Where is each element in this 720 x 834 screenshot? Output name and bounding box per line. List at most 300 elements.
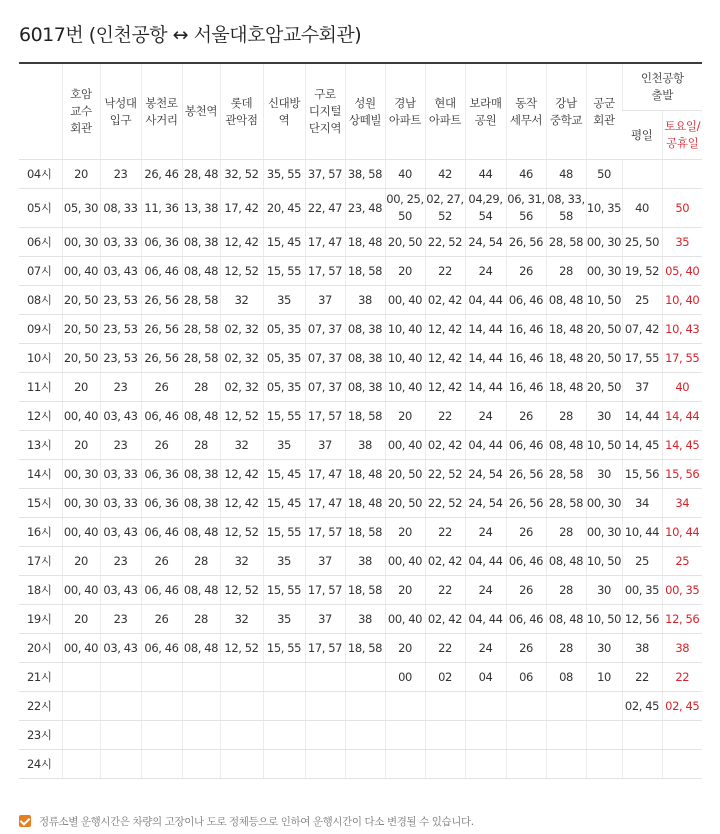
hour-cell: 06시 — [19, 228, 62, 257]
time-cell: 04, 44 — [465, 547, 506, 576]
time-cell — [586, 750, 622, 779]
time-cell — [385, 750, 425, 779]
time-cell: 15, 55 — [263, 576, 305, 605]
time-cell: 35, 55 — [263, 160, 305, 189]
table-row — [19, 634, 702, 663]
time-cell: 26 — [141, 605, 182, 634]
time-cell: 28 — [546, 518, 586, 547]
time-cell: 22, 52 — [425, 228, 465, 257]
time-cell: 03, 43 — [100, 257, 141, 286]
time-cell — [62, 721, 100, 750]
time-cell: 35 — [263, 547, 305, 576]
time-cell: 26, 56 — [506, 228, 546, 257]
stop-header — [141, 63, 182, 160]
table-row — [19, 460, 702, 489]
stop-name-part: 단지역 — [308, 121, 342, 135]
weekday-time-cell: 25 — [622, 286, 662, 315]
time-cell — [345, 750, 385, 779]
time-cell: 17, 47 — [305, 460, 345, 489]
time-cell: 12, 52 — [220, 257, 263, 286]
time-cell: 38 — [345, 547, 385, 576]
stop-name-part: 공군 — [593, 95, 615, 110]
time-cell: 00, 40 — [62, 402, 100, 431]
time-cell: 12, 42 — [425, 344, 465, 373]
stop-header — [345, 63, 385, 160]
time-cell: 17, 57 — [305, 518, 345, 547]
time-cell: 06, 46 — [506, 286, 546, 315]
time-cell — [141, 721, 182, 750]
time-cell: 17, 47 — [305, 228, 345, 257]
time-cell — [546, 692, 586, 721]
time-cell: 20 — [62, 160, 100, 189]
time-cell: 26 — [506, 576, 546, 605]
weekend-label-part: 토요일/ — [664, 119, 701, 133]
time-cell: 24 — [465, 402, 506, 431]
time-cell: 20 — [385, 257, 425, 286]
time-cell: 38 — [345, 431, 385, 460]
time-cell: 15, 55 — [263, 257, 305, 286]
table-row — [19, 576, 702, 605]
time-cell: 07, 37 — [305, 344, 345, 373]
time-cell: 28 — [546, 634, 586, 663]
time-cell: 26, 56 — [506, 489, 546, 518]
time-cell — [425, 721, 465, 750]
stop-header — [506, 63, 546, 160]
hour-cell: 19시 — [19, 605, 62, 634]
time-cell — [220, 750, 263, 779]
time-cell: 08, 33 — [100, 189, 141, 228]
time-cell: 26, 56 — [141, 286, 182, 315]
time-cell: 26 — [506, 634, 546, 663]
table-row — [19, 692, 702, 721]
time-cell: 00, 40 — [385, 605, 425, 634]
weekend-label-part: 공휴일 — [666, 136, 699, 150]
time-cell — [182, 721, 220, 750]
table-row — [19, 402, 702, 431]
time-cell: 07, 37 — [305, 373, 345, 402]
time-cell: 18, 48 — [546, 344, 586, 373]
time-cell: 20, 50 — [385, 228, 425, 257]
time-cell: 08, 48 — [182, 518, 220, 547]
weekend-time-cell: 10, 44 — [662, 518, 702, 547]
time-cell: 22 — [425, 402, 465, 431]
time-cell: 40 — [385, 160, 425, 189]
time-cell: 06, 36 — [141, 460, 182, 489]
time-cell: 03, 43 — [100, 576, 141, 605]
time-cell: 26 — [141, 373, 182, 402]
time-cell: 10, 40 — [385, 373, 425, 402]
weekend-time-cell: 02, 45 — [662, 692, 702, 721]
time-cell: 20, 50 — [62, 315, 100, 344]
time-cell: 23 — [100, 160, 141, 189]
stop-header — [586, 63, 622, 160]
hour-cell: 11시 — [19, 373, 62, 402]
time-cell: 28, 58 — [546, 228, 586, 257]
stop-name-part: 역 — [278, 112, 290, 127]
time-cell: 00, 40 — [62, 257, 100, 286]
weekend-time-cell: 17, 55 — [662, 344, 702, 373]
weekday-time-cell — [622, 160, 662, 189]
time-cell: 26 — [506, 518, 546, 547]
time-cell: 28 — [182, 373, 220, 402]
stop-name-part: 경남 — [394, 95, 416, 110]
weekend-time-cell: 35 — [662, 228, 702, 257]
time-cell: 32 — [220, 605, 263, 634]
time-cell: 00, 30 — [586, 257, 622, 286]
time-cell: 02 — [425, 663, 465, 692]
time-cell — [182, 692, 220, 721]
time-cell: 23, 53 — [100, 315, 141, 344]
time-cell: 08, 48 — [546, 547, 586, 576]
time-cell: 00, 30 — [586, 518, 622, 547]
hour-cell: 05시 — [19, 189, 62, 228]
weekend-time-cell: 25 — [662, 547, 702, 576]
table-row — [19, 228, 702, 257]
hour-cell: 09시 — [19, 315, 62, 344]
time-cell: 28 — [546, 576, 586, 605]
weekend-time-cell: 12, 56 — [662, 605, 702, 634]
stop-name-part: 사거리 — [145, 112, 178, 127]
time-cell: 30 — [586, 634, 622, 663]
hour-cell: 18시 — [19, 576, 62, 605]
time-cell: 32 — [220, 286, 263, 315]
time-cell: 17, 42 — [220, 189, 263, 228]
time-cell: 24 — [465, 634, 506, 663]
time-cell: 18, 58 — [345, 402, 385, 431]
time-cell: 17, 57 — [305, 634, 345, 663]
time-cell: 12, 52 — [220, 518, 263, 547]
weekend-time-cell: 15, 56 — [662, 460, 702, 489]
time-cell: 20, 50 — [586, 315, 622, 344]
time-cell: 08, 38 — [182, 460, 220, 489]
time-cell: 28, 58 — [546, 460, 586, 489]
time-cell: 10 — [586, 663, 622, 692]
time-cell: 04, 44 — [465, 286, 506, 315]
time-cell: 38 — [345, 286, 385, 315]
weekday-time-cell: 02, 45 — [622, 692, 662, 721]
time-cell: 17, 57 — [305, 402, 345, 431]
time-cell: 00, 30 — [62, 489, 100, 518]
timetable — [19, 62, 702, 779]
time-cell: 00, 30 — [62, 460, 100, 489]
time-cell: 00, 30 — [586, 489, 622, 518]
time-cell: 13, 38 — [182, 189, 220, 228]
weekday-time-cell: 37 — [622, 373, 662, 402]
time-cell — [506, 721, 546, 750]
table-row — [19, 257, 702, 286]
stop-name-part: 회관 — [593, 112, 615, 127]
time-cell: 15, 45 — [263, 460, 305, 489]
time-cell — [141, 750, 182, 779]
time-cell: 24 — [465, 518, 506, 547]
time-cell: 22 — [425, 257, 465, 286]
weekend-time-cell — [662, 750, 702, 779]
time-cell: 23 — [100, 547, 141, 576]
time-cell: 06, 46 — [141, 257, 182, 286]
time-cell: 08, 48 — [546, 431, 586, 460]
time-cell: 26, 46 — [141, 160, 182, 189]
time-cell: 04 — [465, 663, 506, 692]
time-cell: 20, 50 — [62, 344, 100, 373]
time-cell: 10, 40 — [385, 315, 425, 344]
weekday-time-cell: 10, 44 — [622, 518, 662, 547]
time-cell — [586, 692, 622, 721]
time-cell: 00, 30 — [586, 228, 622, 257]
time-cell: 08, 48 — [182, 576, 220, 605]
time-cell: 15, 45 — [263, 489, 305, 518]
time-cell: 18, 58 — [345, 576, 385, 605]
stop-name-part: 현대 — [434, 95, 456, 110]
time-cell: 26, 56 — [506, 460, 546, 489]
time-cell — [100, 750, 141, 779]
time-cell: 02, 42 — [425, 286, 465, 315]
time-cell: 24, 54 — [465, 489, 506, 518]
weekend-time-cell: 05, 40 — [662, 257, 702, 286]
hour-cell: 15시 — [19, 489, 62, 518]
hour-cell: 10시 — [19, 344, 62, 373]
time-cell: 18, 48 — [345, 489, 385, 518]
hour-cell: 22시 — [19, 692, 62, 721]
table-row — [19, 315, 702, 344]
time-cell: 20 — [62, 431, 100, 460]
time-cell: 17, 57 — [305, 576, 345, 605]
table-row — [19, 431, 702, 460]
time-cell: 26 — [141, 431, 182, 460]
stop-name-part: 보라매 — [469, 95, 502, 110]
time-cell: 16, 46 — [506, 315, 546, 344]
time-cell: 30 — [586, 402, 622, 431]
hour-cell: 20시 — [19, 634, 62, 663]
time-cell: 20 — [62, 605, 100, 634]
time-cell: 10, 50 — [586, 286, 622, 315]
time-cell: 26, 56 — [141, 315, 182, 344]
notice-text — [19, 814, 474, 829]
hour-cell: 23시 — [19, 721, 62, 750]
time-cell: 15, 55 — [263, 518, 305, 547]
time-cell: 35 — [263, 286, 305, 315]
weekend-header — [662, 111, 702, 160]
time-cell: 28 — [182, 431, 220, 460]
time-cell: 00 — [385, 663, 425, 692]
checkbox-icon — [19, 815, 31, 827]
time-cell: 37 — [305, 547, 345, 576]
weekend-time-cell: 50 — [662, 189, 702, 228]
time-cell: 23, 53 — [100, 344, 141, 373]
time-cell: 28 — [182, 605, 220, 634]
time-cell — [546, 721, 586, 750]
hour-cell: 04시 — [19, 160, 62, 189]
time-cell — [465, 692, 506, 721]
weekend-time-cell — [662, 160, 702, 189]
time-cell — [305, 721, 345, 750]
weekend-time-cell: 34 — [662, 489, 702, 518]
time-cell — [305, 663, 345, 692]
stop-name-part: 디지털 — [308, 104, 342, 118]
time-cell — [385, 692, 425, 721]
time-cell: 00, 40 — [385, 431, 425, 460]
time-cell: 03, 43 — [100, 518, 141, 547]
time-cell: 37 — [305, 431, 345, 460]
time-cell — [345, 692, 385, 721]
time-cell: 16, 46 — [506, 373, 546, 402]
stop-header — [465, 63, 506, 160]
stop-name-part: 관악점 — [225, 112, 258, 127]
time-cell: 06, 46 — [141, 576, 182, 605]
time-cell: 26 — [506, 257, 546, 286]
weekday-label: 평일 — [631, 127, 653, 142]
page-title: 6017번 (인천공항 ↔ 서울대호암교수회관) — [19, 24, 362, 46]
stop-name-part: 세무서 — [509, 112, 543, 127]
weekday-time-cell: 07, 42 — [622, 315, 662, 344]
time-cell: 18, 48 — [345, 460, 385, 489]
time-cell: 44 — [465, 160, 506, 189]
time-cell: 06, 31, 56 — [506, 189, 546, 228]
time-cell: 24 — [465, 576, 506, 605]
time-cell: 38, 58 — [345, 160, 385, 189]
time-cell: 14, 44 — [465, 315, 506, 344]
time-cell: 20, 45 — [263, 189, 305, 228]
time-cell: 14, 44 — [465, 373, 506, 402]
hour-cell: 14시 — [19, 460, 62, 489]
stop-header — [62, 63, 100, 160]
time-cell: 50 — [586, 160, 622, 189]
weekend-time-cell: 10, 43 — [662, 315, 702, 344]
time-cell: 10, 35 — [586, 189, 622, 228]
time-cell: 17, 57 — [305, 257, 345, 286]
time-cell: 08, 38 — [345, 344, 385, 373]
time-cell: 18, 48 — [546, 315, 586, 344]
time-cell — [465, 750, 506, 779]
time-cell: 00, 40 — [62, 576, 100, 605]
time-cell: 07, 37 — [305, 315, 345, 344]
time-cell: 10, 50 — [586, 547, 622, 576]
time-cell — [506, 692, 546, 721]
time-cell: 05, 35 — [263, 315, 305, 344]
time-cell: 02, 32 — [220, 373, 263, 402]
weekday-time-cell: 00, 35 — [622, 576, 662, 605]
time-cell: 23 — [100, 605, 141, 634]
time-cell: 02, 27, 52 — [425, 189, 465, 228]
hour-cell: 17시 — [19, 547, 62, 576]
time-cell: 06, 46 — [506, 547, 546, 576]
stop-name-part: 봉천역 — [184, 104, 218, 118]
weekday-time-cell: 40 — [622, 189, 662, 228]
stop-name-part: 봉천로 — [145, 95, 178, 110]
weekday-time-cell — [622, 721, 662, 750]
time-cell: 38 — [345, 605, 385, 634]
time-cell: 16, 46 — [506, 344, 546, 373]
time-cell: 20, 50 — [385, 489, 425, 518]
stop-name-part: 아파트 — [428, 112, 462, 127]
time-cell: 10, 50 — [586, 605, 622, 634]
time-cell: 23 — [100, 373, 141, 402]
time-cell — [425, 692, 465, 721]
stop-name-part: 호암 — [70, 87, 92, 101]
weekend-time-cell: 14, 44 — [662, 402, 702, 431]
time-cell — [141, 663, 182, 692]
time-cell: 02, 32 — [220, 344, 263, 373]
time-cell — [465, 721, 506, 750]
time-cell: 06, 46 — [141, 634, 182, 663]
stop-header — [220, 63, 263, 160]
time-cell: 00, 25, 50 — [385, 189, 425, 228]
time-cell: 15, 55 — [263, 402, 305, 431]
table-row — [19, 750, 702, 779]
time-cell: 08, 33, 58 — [546, 189, 586, 228]
time-cell: 20, 50 — [586, 344, 622, 373]
stop-header — [546, 63, 586, 160]
notice-label: 정류소별 운행시간은 차량의 고장이나 도로 정체등으로 인하여 운행시간이 다소 변경될 수 있습니다. — [39, 816, 474, 828]
weekday-time-cell: 19, 52 — [622, 257, 662, 286]
time-cell: 28, 58 — [182, 344, 220, 373]
time-cell — [62, 692, 100, 721]
time-cell: 18, 58 — [345, 518, 385, 547]
hour-cell: 08시 — [19, 286, 62, 315]
time-cell — [100, 721, 141, 750]
stop-name-part: 교수 — [70, 104, 92, 118]
time-cell: 06, 46 — [506, 605, 546, 634]
weekday-time-cell: 17, 55 — [622, 344, 662, 373]
stop-name-part: 아파트 — [388, 112, 422, 127]
time-cell: 22 — [425, 518, 465, 547]
time-cell: 23, 48 — [345, 189, 385, 228]
time-cell: 28 — [182, 547, 220, 576]
time-cell — [345, 721, 385, 750]
weekend-time-cell: 38 — [662, 634, 702, 663]
weekend-time-cell — [662, 721, 702, 750]
stop-name-part: 중학교 — [549, 112, 583, 127]
time-cell: 37 — [305, 286, 345, 315]
time-cell: 12, 52 — [220, 402, 263, 431]
stop-name-part: 구로 — [314, 87, 336, 101]
time-cell: 26 — [506, 402, 546, 431]
time-cell — [546, 750, 586, 779]
weekday-time-cell: 34 — [622, 489, 662, 518]
table-row — [19, 663, 702, 692]
time-cell: 03, 33 — [100, 489, 141, 518]
time-cell: 05, 35 — [263, 344, 305, 373]
time-cell: 05, 30 — [62, 189, 100, 228]
time-cell: 22, 52 — [425, 460, 465, 489]
time-cell: 08, 38 — [182, 489, 220, 518]
stop-name-part: 신대방 — [267, 95, 301, 110]
weekend-time-cell: 14, 45 — [662, 431, 702, 460]
time-cell: 10, 40 — [385, 344, 425, 373]
time-cell: 42 — [425, 160, 465, 189]
time-cell — [586, 721, 622, 750]
time-cell: 06, 36 — [141, 489, 182, 518]
time-cell: 22 — [425, 576, 465, 605]
time-cell: 08, 38 — [182, 228, 220, 257]
time-cell: 37 — [305, 605, 345, 634]
time-cell: 08, 48 — [182, 634, 220, 663]
time-cell: 08, 48 — [546, 605, 586, 634]
stop-name-part: 동작 — [515, 95, 537, 110]
time-cell: 04, 44 — [465, 431, 506, 460]
time-cell: 20 — [385, 634, 425, 663]
time-cell: 06, 46 — [506, 431, 546, 460]
time-cell: 32 — [220, 431, 263, 460]
time-cell: 48 — [546, 160, 586, 189]
time-cell — [263, 750, 305, 779]
time-cell — [425, 750, 465, 779]
time-cell: 20 — [385, 402, 425, 431]
time-cell — [182, 663, 220, 692]
time-cell — [263, 721, 305, 750]
stop-header — [100, 63, 141, 160]
time-cell: 10, 50 — [586, 431, 622, 460]
time-cell: 04,29, 54 — [465, 189, 506, 228]
